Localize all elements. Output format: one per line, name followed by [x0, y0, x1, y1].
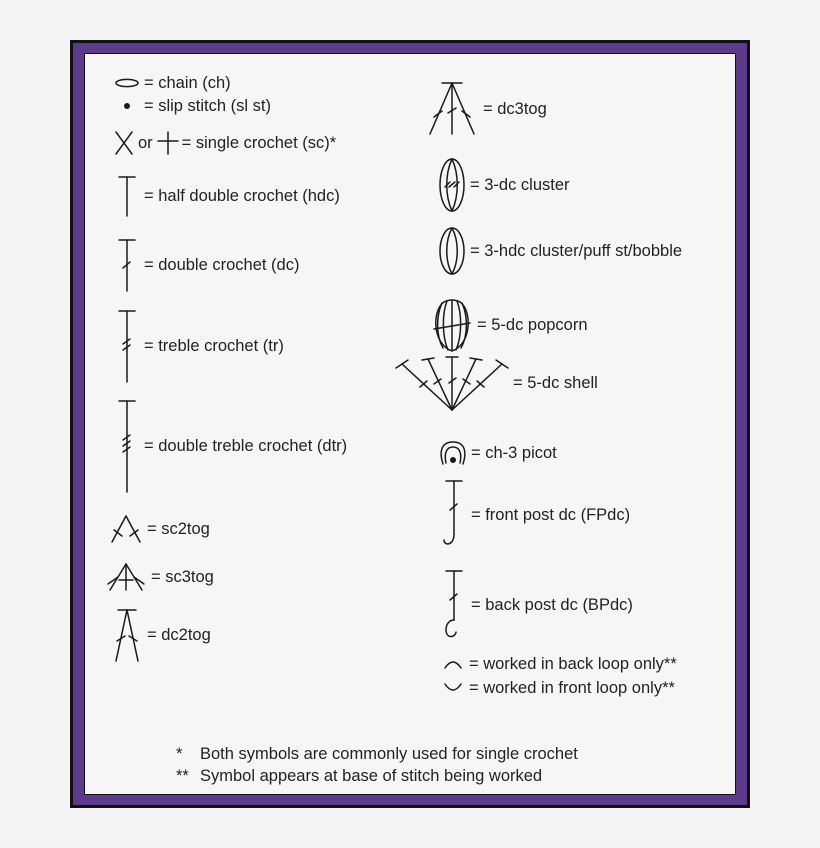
legend-text-3hdc-cluster: = 3-hdc cluster/puff st/bobble — [470, 241, 683, 260]
sc3tog-icon — [104, 561, 148, 593]
sc2tog-icon — [108, 513, 144, 545]
legend-text-3dc-cluster: = 3-dc cluster — [470, 175, 570, 194]
3-hdc-cluster-icon — [437, 225, 467, 277]
back-loop-arc-icon — [440, 657, 466, 671]
legend-row-dtr — [113, 431, 347, 461]
front-post-dc-icon — [440, 478, 468, 552]
legend-text-chain: = chain (ch) — [144, 73, 231, 92]
legend-row-front-loop — [440, 676, 675, 700]
legend-text-front-loop: = worked in front loop only** — [469, 678, 675, 697]
back-post-dc-icon — [440, 568, 468, 642]
footnote-text: Both symbols are commonly used for single crochet — [200, 745, 578, 763]
legend-text-back-loop: = worked in back loop only** — [469, 654, 677, 673]
ch-3-picot-icon — [438, 439, 468, 467]
legend-row-popcorn — [430, 310, 588, 340]
footnote-single-marker — [176, 745, 578, 764]
half-double-crochet-icon — [113, 174, 141, 218]
legend-text-slip-stitch: = slip stitch (sl st) — [144, 96, 271, 115]
dc3tog-icon — [424, 80, 480, 138]
legend-text-sc3tog: = sc3tog — [151, 567, 214, 586]
dc2tog-icon — [110, 607, 144, 663]
legend-row-hdc — [113, 181, 340, 211]
legend-text-tr: = treble crochet (tr) — [144, 336, 284, 355]
footnote-marker: ** — [176, 767, 189, 785]
legend-row-sc2tog — [108, 514, 210, 544]
legend-text-single-crochet: = single crochet (sc)* — [181, 133, 337, 152]
legend-row-dc — [113, 250, 299, 280]
legend-row-3dc-cluster — [437, 170, 570, 200]
legend-row-slip-stitch — [113, 91, 271, 121]
legend-row-dc3tog — [424, 94, 547, 124]
treble-crochet-icon — [113, 308, 141, 384]
legend-row-3hdc-cluster — [437, 236, 682, 266]
legend-text-dc: = double crochet (dc) — [144, 255, 300, 274]
or-label: or — [138, 133, 153, 152]
legend-row-fpdc — [440, 500, 630, 530]
legend-text-dc3tog: = dc3tog — [483, 99, 547, 118]
legend-row-sc3tog — [104, 562, 214, 592]
double-crochet-icon — [113, 237, 141, 293]
legend-text-dtr: = double treble crochet (dtr) — [144, 436, 348, 455]
footnote-marker: * — [176, 745, 183, 763]
legend-row-single-crochet — [113, 128, 336, 158]
5-dc-popcorn-icon — [430, 296, 474, 354]
plus-stitch-icon — [157, 130, 179, 156]
footnote-text: Symbol appears at base of stitch being worked — [200, 767, 543, 785]
legend-text-popcorn: = 5-dc popcorn — [477, 315, 588, 334]
legend-row-shell — [394, 368, 598, 398]
legend-text-bpdc: = back post dc (BPdc) — [471, 595, 633, 614]
legend-text-picot: = ch-3 picot — [471, 443, 557, 462]
5-dc-shell-icon — [394, 354, 510, 412]
legend-row-dc2tog — [110, 620, 211, 650]
x-stitch-icon — [113, 130, 135, 156]
legend-text-fpdc: = front post dc (FPdc) — [471, 505, 631, 524]
legend-row-picot — [438, 438, 557, 468]
legend-text-dc2tog: = dc2tog — [147, 625, 211, 644]
legend-text-hdc: = half double crochet (hdc) — [144, 186, 340, 205]
front-loop-arc-icon — [440, 681, 466, 695]
footnote-double-marker — [176, 767, 542, 786]
legend-row-tr — [113, 331, 284, 361]
double-treble-crochet-icon — [113, 398, 141, 494]
3-dc-cluster-icon — [437, 156, 467, 214]
legend-row-bpdc — [440, 590, 633, 620]
legend-row-back-loop — [440, 652, 677, 676]
legend-text-shell: = 5-dc shell — [513, 373, 598, 392]
chain-oval-icon — [113, 77, 141, 89]
legend-text-sc2tog: = sc2tog — [147, 519, 210, 538]
slip-stitch-dot-icon — [113, 100, 141, 112]
